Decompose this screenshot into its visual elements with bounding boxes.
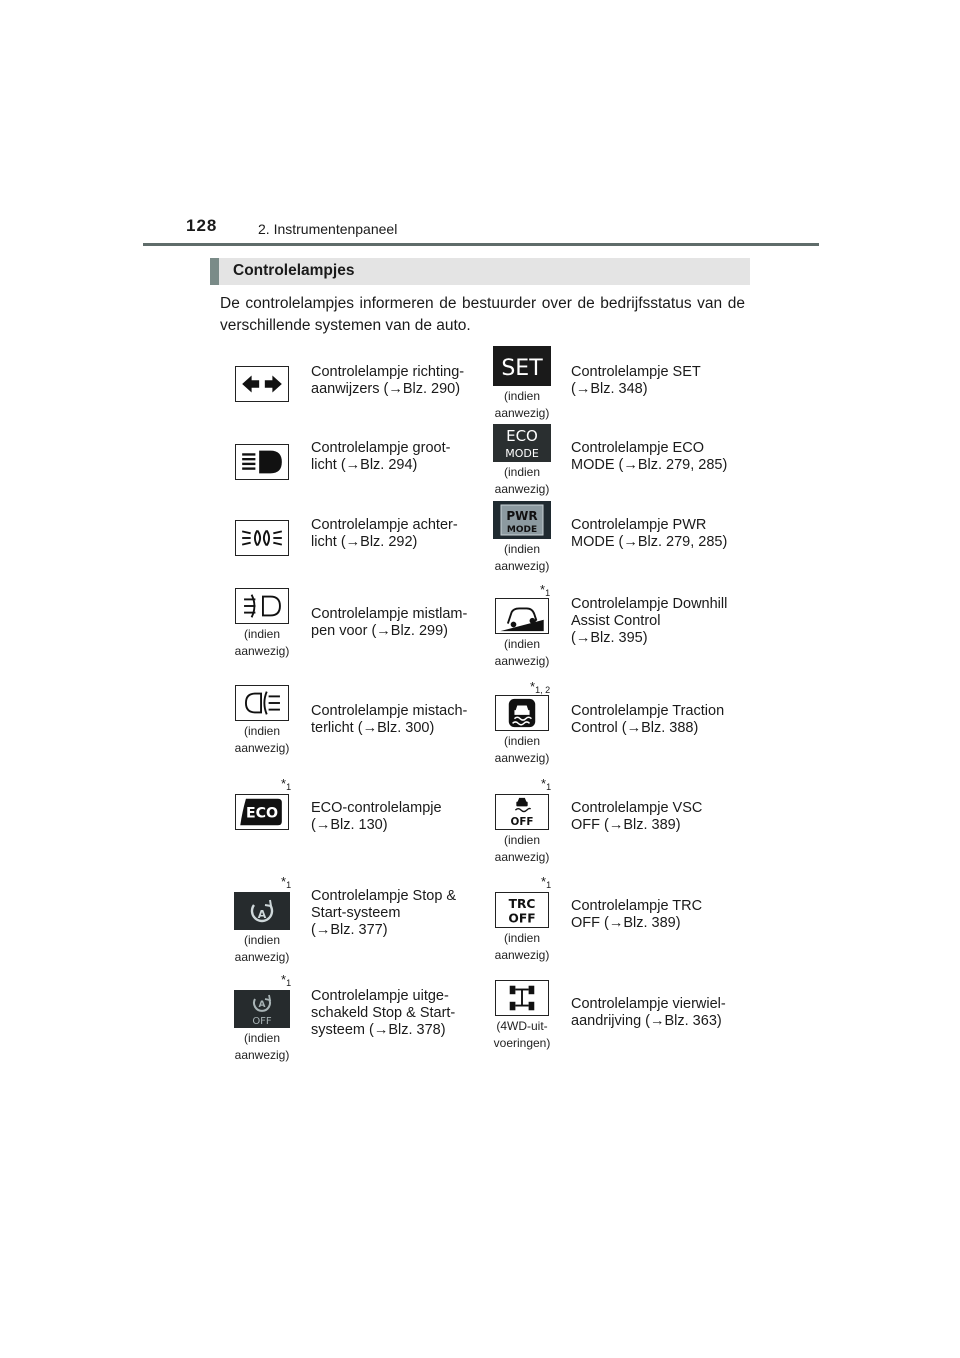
footnote-mark: $*_1$ [540,582,551,598]
stop-start-icon [234,892,290,930]
indicator-row [0,679,960,777]
vsc-off-desc: Controlelampje VSC OFF (→Blz. 389) [571,800,703,833]
availability-note: (indien aanwezig) [494,465,550,496]
turn-signal-desc: Controlelampje richting- aanwijzers (→Blz. 290) [311,364,465,397]
svg-text:OFF: OFF [252,1016,272,1027]
eco-indicator-cell [222,794,302,830]
footnote-mark: $*_1$ [281,776,292,792]
four-wheel-drive-icon [495,980,549,1016]
vsc-off-cell [482,794,562,866]
trc-off-cell [482,892,562,964]
set-desc: Controlelampje SET (→Blz. 348) [571,364,701,397]
stop-start-off-desc: Controlelampje uitge- schakeld Stop & Start- systeem (→Blz. 378) [311,988,456,1038]
section-title: Controlelampjes [233,262,355,279]
availability-note: (indien aanwezig) [234,933,290,964]
tail-light-icon [235,520,289,556]
availability-note: (indien aanwezig) [494,389,550,420]
svg-text:OFF: OFF [510,816,534,829]
stop-start-off-cell [222,990,302,1064]
pwr-mode-desc: Controlelampje PWR MODE (→Blz. 279, 285) [571,517,728,550]
svg-text:SET: SET [501,356,543,381]
set-icon [493,346,551,386]
high-beam-icon [235,444,289,480]
indicator-row [0,972,960,1070]
downhill-assist-icon [495,598,549,634]
trc-off-icon [495,892,549,928]
footnote-mark: $*_1$ [281,972,292,988]
availability-note: (indien aanwezig) [494,833,550,864]
tail-light-desc: Controlelampje achter- licht (→Blz. 292) [311,517,458,550]
svg-text:OFF: OFF [508,911,536,926]
traction-control-desc: Controlelampje Traction Control (→Blz. 388) [571,703,725,736]
svg-text:MODE: MODE [506,525,538,535]
traction-control-icon [495,695,549,731]
eco-mode-desc: Controlelampje ECO MODE (→Blz. 279, 285) [571,440,728,473]
front-fog-cell [222,588,302,660]
svg-text:MODE: MODE [505,447,539,460]
availability-note: (indien aanwezig) [234,627,290,658]
traction-control-cell [482,695,562,767]
footnote-mark: $*_{1, 2}$ [530,679,551,695]
availability-note: (indien aanwezig) [494,542,550,573]
rear-fog-desc: Controlelampje mistach- terlicht (→Blz. 300) [311,703,468,736]
footnote-mark: $*_1$ [541,874,552,890]
svg-text:A: A [258,1000,266,1010]
trc-off-desc: Controlelampje TRC OFF (→Blz. 389) [571,898,703,931]
svg-text:ECO: ECO [245,805,279,822]
footnote-mark: $*_1$ [541,776,552,792]
downhill-assist-cell [482,598,562,670]
availability-note: (indien aanwezig) [494,931,550,962]
four-wheel-drive-cell [482,980,562,1052]
indicator-row [0,776,960,874]
svg-text:PWR: PWR [506,509,538,523]
indicator-row [0,582,960,680]
tail-light-cell [222,520,302,556]
eco-indicator-desc: ECO-controlelampje (→Blz. 130) [311,800,442,833]
four-wheel-drive-desc: Controlelampje vierwiel- aandrijving (→Blz. 363) [571,996,726,1029]
high-beam-desc: Controlelampje groot- licht (→Blz. 294) [311,440,451,473]
svg-text:ECO: ECO [506,427,538,445]
availability-note: (indien aanwezig) [494,734,550,765]
rear-fog-light-icon [235,685,289,721]
footnote-mark: $*_1$ [281,874,292,890]
availability-note: (indien aanwezig) [494,637,550,668]
eco-indicator-icon [235,794,289,830]
vsc-off-icon [495,794,549,830]
eco-mode-cell [482,424,562,498]
downhill-assist-desc: Controlelampje Downhill Assist Control (→Blz. 395) [571,596,728,646]
chapter-title: 2. Instrumentenpaneel [258,221,398,237]
header-rule [143,243,819,246]
rear-fog-cell [222,685,302,757]
turn-signal-cell [222,366,302,402]
pwr-mode-icon [493,501,551,539]
stop-start-off-icon [234,990,290,1028]
indicator-row [0,874,960,972]
stop-start-cell [222,892,302,966]
stop-start-desc: Controlelampje Stop & Start-systeem (→Blz. 377) [311,888,457,938]
availability-note: (indien aanwezig) [234,724,290,755]
svg-text:TRC: TRC [508,897,536,912]
availability-note: (4WD-uit- voeringen) [493,1019,551,1050]
section-heading [210,258,750,285]
svg-text:A: A [257,908,267,921]
front-fog-desc: Controlelampje mistlam- pen voor (→Blz. 299) [311,606,468,639]
high-beam-cell [222,444,302,480]
eco-mode-icon [493,424,551,462]
front-fog-light-icon [235,588,289,624]
pwr-mode-cell [482,501,562,575]
intro-paragraph: De controlelampjes informeren de bestuurder over de bedrijfsstatus van de verschillende systemen van de auto. [220,295,745,334]
turn-signal-icon [235,366,289,402]
set-cell [482,346,562,422]
availability-note: (indien aanwezig) [234,1031,290,1062]
page-number: 128 [186,216,218,235]
